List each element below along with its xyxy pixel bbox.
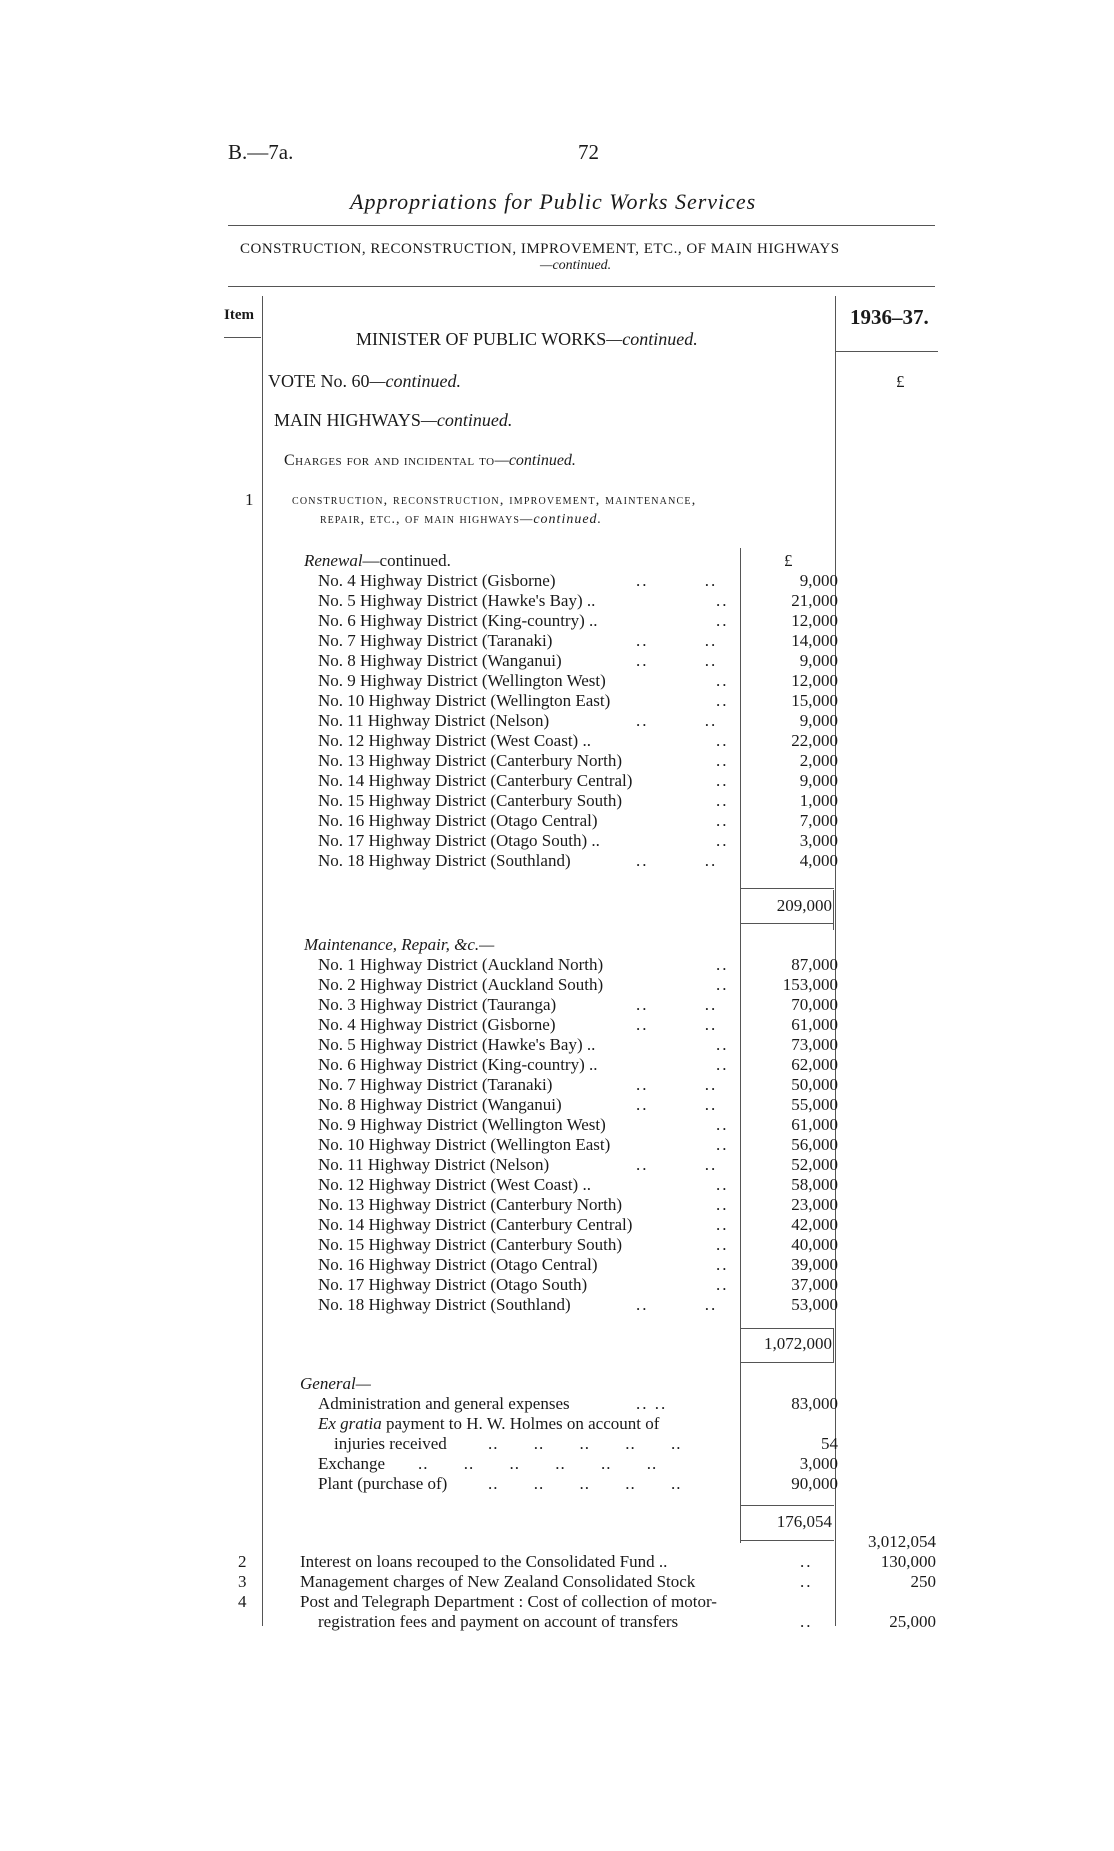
ex-gratia-italic: Ex gratia — [318, 1414, 382, 1433]
maintenance-rows-dots: .. — [716, 1175, 729, 1194]
item-amount: 25,000 — [889, 1612, 936, 1631]
item-header-rule — [224, 337, 261, 338]
vote-text: VOTE No. 60 — [268, 371, 370, 391]
renewal-rows-amount: 9,000 — [799, 651, 838, 670]
vote-heading — [268, 371, 461, 392]
minister-continued: —continued. — [606, 329, 698, 349]
renewal-rows-label: No. 16 Highway District (Otago Central) — [318, 811, 598, 830]
maintenance-rows-label: No. 12 Highway District (West Coast) .. — [318, 1175, 591, 1194]
general-ex-gratia-row — [318, 1414, 838, 1434]
page-title: Appropriations for Public Works Services — [350, 189, 757, 214]
maintenance-rows-label: No. 4 Highway District (Gisborne) — [318, 1015, 556, 1034]
renewal-rows-dots: .. — [716, 691, 729, 710]
item-number-1: 1 — [245, 490, 254, 509]
maintenance-rows-dots: .. .. — [636, 995, 718, 1014]
renewal-rows-row — [318, 611, 838, 631]
renewal-rows-amount: 2,000 — [799, 751, 838, 770]
renewal-rows-row — [318, 651, 838, 671]
renewal-rows-dots: .. .. — [636, 711, 718, 730]
renewal-rows-row — [318, 571, 838, 591]
renewal-rows-amount: 22,000 — [791, 731, 838, 750]
maintenance-rows-label: No. 8 Highway District (Wanganui) — [318, 1095, 562, 1114]
maintenance-rows-label: No. 7 Highway District (Taranaki) — [318, 1075, 553, 1094]
year-pound-sign: £ — [896, 372, 905, 391]
renewal-rows-dots: .. — [716, 731, 729, 750]
general-injuries-row — [318, 1434, 838, 1454]
maintenance-rows-dots: .. — [716, 1055, 729, 1074]
minister-heading — [356, 329, 698, 350]
maintenance-rows-row — [318, 1235, 838, 1255]
title-rule — [228, 225, 935, 226]
maintenance-rows-label: No. 10 Highway District (Wellington East) — [318, 1135, 611, 1154]
charges-text: Charges for and incidental to — [284, 452, 495, 469]
renewal-rows-row — [318, 671, 838, 691]
general-injuries-dots: .. .. .. .. .. — [488, 1434, 682, 1453]
maintenance-rows-amount: 56,000 — [791, 1135, 838, 1154]
maintenance-rows-label: No. 18 Highway District (Southland) — [318, 1295, 571, 1314]
item-1-line-2 — [320, 512, 602, 528]
renewal-rows-amount: 9,000 — [799, 771, 838, 790]
maintenance-rows-row — [318, 1075, 838, 1095]
item-number: 2 — [238, 1552, 247, 1571]
section-heading: CONSTRUCTION, RECONSTRUCTION, IMPROVEMENT, ETC., OF MAIN HIGHWAYS — [240, 241, 840, 257]
item-1-line-1: construction, reconstruction, improvement, maintenance, — [292, 493, 697, 508]
maintenance-rows-row — [318, 1295, 838, 1315]
general-plant-row — [318, 1474, 838, 1494]
maintenance-rows-dots: .. — [716, 1235, 729, 1254]
maintenance-rows-row — [318, 1275, 838, 1295]
maintenance-rows-row — [318, 1035, 838, 1055]
section-heading-continued: —continued. — [540, 258, 612, 273]
renewal-rows-row — [318, 731, 838, 751]
charges-heading — [284, 452, 576, 470]
renewal-rows-amount: 15,000 — [791, 691, 838, 710]
renewal-total: 209,000 — [776, 896, 832, 915]
renewal-heading-suffix: —continued. — [362, 551, 451, 570]
maintenance-rows-row — [318, 955, 838, 975]
renewal-rows-row — [318, 831, 838, 851]
renewal-rows-label: No. 14 Highway District (Canterbury Central) — [318, 771, 633, 790]
renewal-rows-amount: 9,000 — [799, 711, 838, 730]
general-injuries-label: injuries received — [334, 1434, 447, 1453]
renewal-rows-amount: 21,000 — [791, 591, 838, 610]
item-label-line-2: registration fees and payment on account of transfers — [318, 1612, 679, 1631]
maintenance-total-rule-bottom — [740, 1362, 834, 1363]
maintenance-rows-row — [318, 1215, 838, 1235]
maintenance-rows-dots: .. — [716, 1195, 729, 1214]
renewal-rows-dots: .. — [716, 831, 729, 850]
renewal-rows-label: No. 15 Highway District (Canterbury South) — [318, 791, 623, 810]
renewal-rows-dots: .. .. — [636, 651, 718, 670]
renewal-rows-dots: .. .. — [636, 851, 718, 870]
renewal-rows-label: No. 11 Highway District (Nelson) — [318, 711, 550, 730]
maintenance-rows-row — [318, 1195, 838, 1215]
maintenance-rows-dots: .. — [716, 1275, 729, 1294]
maintenance-rows-amount: 61,000 — [791, 1115, 838, 1134]
renewal-rows-dots: .. — [716, 811, 729, 830]
general-exchange-label: Exchange — [318, 1454, 386, 1473]
renewal-rows-label: No. 9 Highway District (Wellington West) — [318, 671, 606, 690]
general-admin-row — [318, 1394, 838, 1414]
maintenance-rows-label: No. 3 Highway District (Tauranga) — [318, 995, 557, 1014]
maintenance-rows-label: No. 5 Highway District (Hawke's Bay) .. — [318, 1035, 596, 1054]
item-label: Interest on loans recouped to the Consolidated Fund .. — [300, 1552, 668, 1571]
maintenance-rows-dots: .. — [716, 1035, 729, 1054]
maintenance-rows-row — [318, 1175, 838, 1195]
general-ex-gratia-text — [318, 1414, 659, 1434]
renewal-rows-label: No. 17 Highway District (Otago South) .. — [318, 831, 600, 850]
maintenance-rows-row — [318, 1095, 838, 1115]
renewal-rows-label: No. 12 Highway District (West Coast) .. — [318, 731, 591, 750]
maintenance-rows-row — [318, 1155, 838, 1175]
maintenance-rows-amount: 40,000 — [791, 1235, 838, 1254]
minister-text: MINISTER OF PUBLIC WORKS — [356, 329, 607, 349]
general-exchange-amount: 3,000 — [799, 1454, 838, 1473]
maintenance-rows-dots: .. — [716, 1255, 729, 1274]
general-plant-amount: 90,000 — [791, 1474, 838, 1493]
renewal-rows-label: No. 7 Highway District (Taranaki) — [318, 631, 553, 650]
maintenance-rows-row — [318, 1015, 838, 1035]
renewal-rows-dots: .. — [716, 671, 729, 690]
renewal-total-rule-bottom — [740, 923, 834, 924]
maintenance-rows-label: No. 11 Highway District (Nelson) — [318, 1155, 550, 1174]
general-injuries-amount: 54 — [821, 1434, 838, 1453]
maintenance-rows-amount: 70,000 — [791, 995, 838, 1014]
maintenance-rows-amount: 58,000 — [791, 1175, 838, 1194]
renewal-rows-row — [318, 851, 838, 871]
renewal-rows-label: No. 10 Highway District (Wellington East) — [318, 691, 611, 710]
maintenance-total-right-rule — [833, 1328, 834, 1363]
maintenance-total-rule-top — [740, 1328, 834, 1329]
maintenance-rows-label: No. 6 Highway District (King-country) .. — [318, 1055, 598, 1074]
maintenance-total: 1,072,000 — [764, 1334, 832, 1353]
renewal-total-rule-top — [740, 888, 834, 889]
maintenance-rows-dots: .. — [716, 955, 729, 974]
maintenance-rows-label: No. 2 Highway District (Auckland South) — [318, 975, 604, 994]
renewal-rows-amount: 12,000 — [791, 671, 838, 690]
renewal-rows-row — [318, 591, 838, 611]
renewal-rows-row — [318, 691, 838, 711]
grand-total: 3,012,054 — [868, 1532, 936, 1551]
main-highways-text: MAIN HIGHWAYS — [274, 410, 421, 430]
maintenance-rows-amount: 50,000 — [791, 1075, 838, 1094]
maintenance-rows-amount: 39,000 — [791, 1255, 838, 1274]
maintenance-rows-dots: .. .. — [636, 1095, 718, 1114]
maintenance-rows-amount: 42,000 — [791, 1215, 838, 1234]
item-label: Post and Telegraph Department : Cost of collection of motor- — [300, 1592, 717, 1611]
maintenance-rows-amount: 61,000 — [791, 1015, 838, 1034]
renewal-rows-dots: .. .. — [636, 631, 718, 650]
general-total-rule-top — [740, 1505, 834, 1506]
maintenance-rows-amount: 62,000 — [791, 1055, 838, 1074]
renewal-rows-row — [318, 751, 838, 771]
item-column-header: Item — [224, 307, 254, 323]
renewal-rows-amount: 4,000 — [799, 851, 838, 870]
maintenance-rows-dots: .. — [716, 1135, 729, 1154]
item-amount: 130,000 — [880, 1552, 936, 1571]
document-reference: B.—7a. — [228, 140, 294, 164]
renewal-rows-label: No. 8 Highway District (Wanganui) — [318, 651, 562, 670]
maintenance-rows-amount: 37,000 — [791, 1275, 838, 1294]
main-highways-heading — [274, 410, 512, 431]
renewal-rows-dots: .. — [716, 771, 729, 790]
renewal-heading-text: Renewal — [304, 551, 363, 570]
renewal-rows-dots: .. .. — [636, 571, 718, 590]
maintenance-rows-row — [318, 1055, 838, 1075]
renewal-rows-amount: 14,000 — [791, 631, 838, 650]
heading-rule — [228, 286, 935, 287]
maintenance-heading: Maintenance, Repair, &c.— — [304, 935, 495, 954]
item-1-line-2-text: repair, etc., of main highways — [320, 512, 520, 527]
maintenance-rows-label: No. 17 Highway District (Otago South) — [318, 1275, 588, 1294]
renewal-pound-sign: £ — [784, 551, 793, 570]
renewal-rows-row — [318, 631, 838, 651]
renewal-rows-amount: 12,000 — [791, 611, 838, 630]
maintenance-rows-label: No. 16 Highway District (Otago Central) — [318, 1255, 598, 1274]
maintenance-rows-label: No. 13 Highway District (Canterbury North) — [318, 1195, 623, 1214]
maintenance-rows-amount: 153,000 — [782, 975, 838, 994]
maintenance-rows-dots: .. — [716, 1215, 729, 1234]
year-header-rule — [835, 351, 938, 352]
vote-continued: —continued. — [369, 371, 461, 391]
maintenance-rows-row — [318, 1135, 838, 1155]
renewal-rows-label: No. 6 Highway District (King-country) .. — [318, 611, 598, 630]
general-admin-label: Administration and general expenses — [318, 1394, 570, 1413]
item-amount: 250 — [910, 1572, 936, 1591]
general-plant-dots: .. .. .. .. .. — [488, 1474, 682, 1493]
maintenance-rows-dots: .. — [716, 1115, 729, 1134]
maintenance-rows-label: No. 15 Highway District (Canterbury South) — [318, 1235, 623, 1254]
ex-gratia-rest: payment to H. W. Holmes on account of — [381, 1414, 660, 1433]
renewal-rows-label: No. 4 Highway District (Gisborne) — [318, 571, 556, 590]
general-total: 176,054 — [776, 1512, 832, 1531]
maintenance-rows-dots: .. .. — [636, 1295, 718, 1314]
renewal-rows-row — [318, 711, 838, 731]
maintenance-rows-amount: 23,000 — [791, 1195, 838, 1214]
renewal-rows-dots: .. — [716, 751, 729, 770]
general-exchange-dots: .. .. .. .. .. .. — [418, 1454, 658, 1473]
item-dots: .. — [800, 1612, 813, 1631]
maintenance-rows-row — [318, 975, 838, 995]
renewal-rows-amount: 3,000 — [799, 831, 838, 850]
maintenance-rows-label: No. 1 Highway District (Auckland North) — [318, 955, 604, 974]
general-total-rule-bottom — [740, 1540, 834, 1541]
year-column-header: 1936–37. — [850, 305, 929, 329]
renewal-rows-dots: .. — [716, 791, 729, 810]
item-1-continued: —continued. — [519, 512, 603, 527]
page-number: 72 — [578, 140, 599, 164]
charges-continued: —continued. — [494, 452, 576, 469]
item-dots: .. — [800, 1572, 813, 1591]
renewal-rows-row — [318, 791, 838, 811]
renewal-rows-label: No. 5 Highway District (Hawke's Bay) .. — [318, 591, 596, 610]
maintenance-rows-label: No. 14 Highway District (Canterbury Central) — [318, 1215, 633, 1234]
maintenance-rows-amount: 53,000 — [791, 1295, 838, 1314]
renewal-rows-amount: 9,000 — [799, 571, 838, 590]
renewal-rows-dots: .. — [716, 611, 729, 630]
maintenance-rows-dots: .. — [716, 975, 729, 994]
maintenance-rows-amount: 55,000 — [791, 1095, 838, 1114]
general-plant-label: Plant (purchase of) — [318, 1474, 448, 1493]
maintenance-rows-row — [318, 995, 838, 1015]
maintenance-rows-dots: .. .. — [636, 1075, 718, 1094]
general-exchange-row — [318, 1454, 838, 1474]
renewal-rows-dots: .. — [716, 591, 729, 610]
maintenance-rows-row — [318, 1255, 838, 1275]
general-heading: General— — [300, 1374, 371, 1393]
main-highways-continued: —continued. — [420, 410, 513, 430]
general-admin-dots: .. .. — [636, 1394, 668, 1413]
maintenance-rows-amount: 52,000 — [791, 1155, 838, 1174]
renewal-rows-amount: 1,000 — [799, 791, 838, 810]
item-column-divider — [262, 296, 263, 1626]
renewal-rows-label: No. 13 Highway District (Canterbury North) — [318, 751, 623, 770]
item-number: 3 — [238, 1572, 247, 1591]
renewal-rows-label: No. 18 Highway District (Southland) — [318, 851, 571, 870]
maintenance-rows-amount: 73,000 — [791, 1035, 838, 1054]
general-admin-amount: 83,000 — [791, 1394, 838, 1413]
item-dots: .. — [800, 1552, 813, 1571]
renewal-rows-row — [318, 811, 838, 831]
maintenance-rows-dots: .. .. — [636, 1155, 718, 1174]
maintenance-rows-label: No. 9 Highway District (Wellington West) — [318, 1115, 606, 1134]
item-label: Management charges of New Zealand Consolidated Stock — [300, 1572, 696, 1591]
renewal-rows-row — [318, 771, 838, 791]
maintenance-rows-row — [318, 1115, 838, 1135]
maintenance-rows-dots: .. .. — [636, 1015, 718, 1034]
item-number: 4 — [238, 1592, 247, 1611]
renewal-heading — [304, 551, 451, 571]
subtotal-right-rule — [833, 890, 834, 930]
renewal-rows-amount: 7,000 — [799, 811, 838, 830]
maintenance-rows-amount: 87,000 — [791, 955, 838, 974]
